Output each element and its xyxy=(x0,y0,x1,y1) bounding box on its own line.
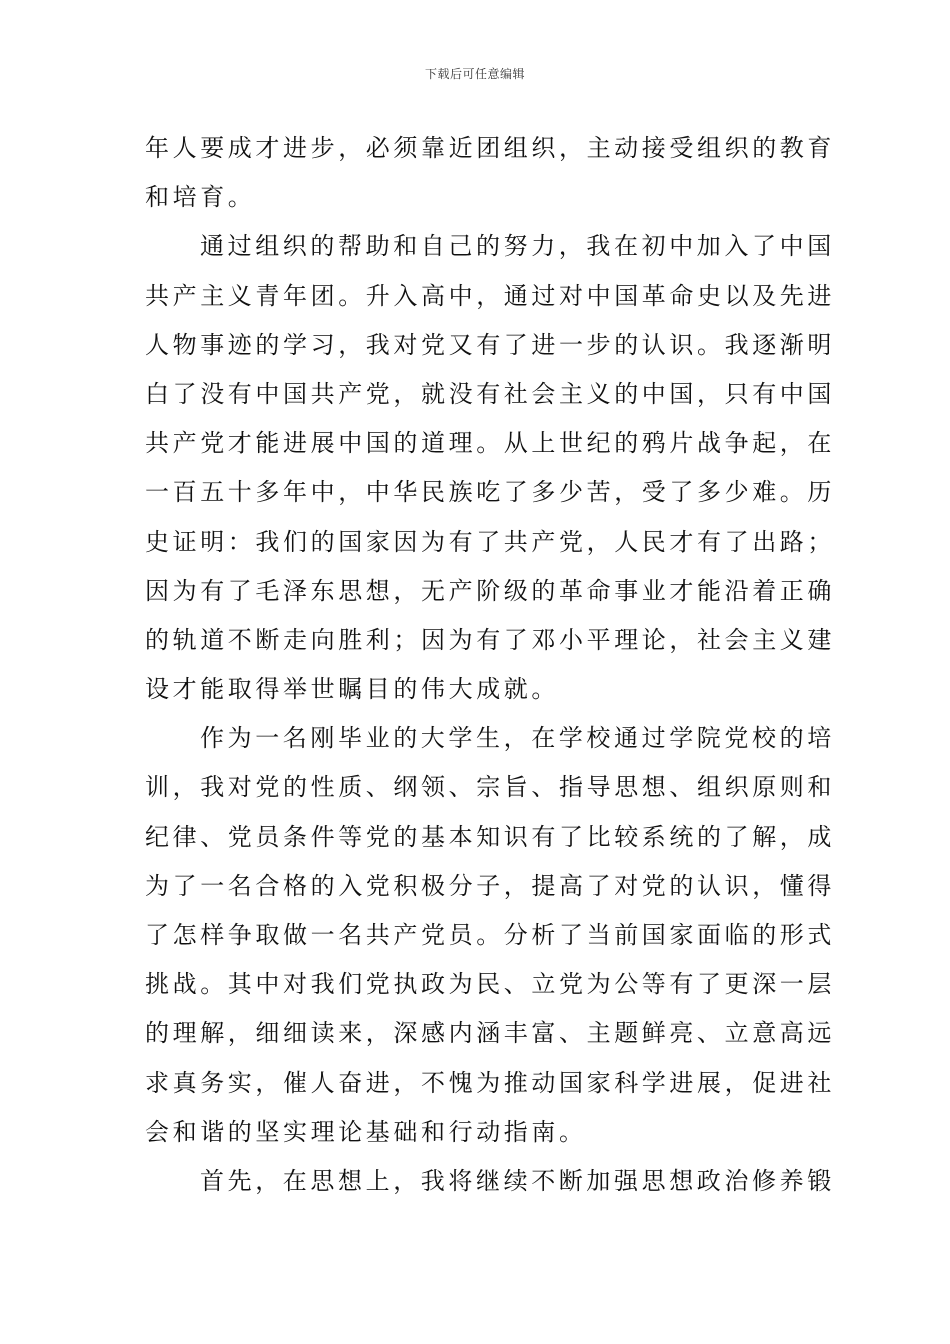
text-line: 的理解，细细读来，深感内涵丰富、主题鲜亮、立意高远 xyxy=(145,1019,835,1048)
text-line: 白了没有中国共产党，就没有社会主义的中国，只有中国 xyxy=(145,379,835,408)
text-line: 和培育。 xyxy=(145,183,256,212)
text-line: 一百五十多年中，中华民族吃了多少苦，受了多少难。历 xyxy=(145,478,835,507)
text-line: 通过组织的帮助和自己的努力，我在初中加入了中国 xyxy=(200,232,835,261)
text-line: 人物事迹的学习，我对党又有了进一步的认识。我逐渐明 xyxy=(145,330,835,359)
text-line: 了怎样争取做一名共产党员。分析了当前国家面临的形式 xyxy=(145,921,835,949)
text-line: 训，我对党的性质、纲领、宗旨、指导思想、组织原则和 xyxy=(145,773,835,802)
text-line: 史证明：我们的国家因为有了共产党，人民才有了出路； xyxy=(145,527,835,556)
text-line: 因为有了毛泽东思想，无产阶级的革命事业才能沿着正确 xyxy=(145,576,835,605)
paragraph-2 xyxy=(145,222,835,714)
paragraph-1 xyxy=(145,124,835,222)
paragraph-3 xyxy=(145,714,835,1157)
text-line: 年人要成才进步，必须靠近团组织，主动接受组织的教育 xyxy=(145,134,835,162)
text-line: 首先，在思想上，我将继续不断加强思想政治修养锻 xyxy=(200,1166,835,1195)
text-line: 纪律、党员条件等党的基本知识有了比较系统的了解，成 xyxy=(145,822,835,851)
text-line: 挑战。其中对我们党执政为民、立党为公等有了更深一层 xyxy=(145,970,835,999)
text-line: 为了一名合格的入党积极分子，提高了对党的认识，懂得 xyxy=(145,871,835,900)
text-line: 作为一名刚毕业的大学生，在学校通过学院党校的培 xyxy=(200,724,835,753)
text-line: 会和谐的坚实理论基础和行动指南。 xyxy=(145,1117,587,1146)
text-line: 共产主义青年团。升入高中，通过对中国革命史以及先进 xyxy=(145,281,835,310)
text-line: 共产党才能进展中国的道理。从上世纪的鸦片战争起，在 xyxy=(145,429,835,458)
text-line: 求真务实，催人奋进，不愧为推动国家科学进展，促进社 xyxy=(145,1068,835,1097)
page-header: 下载后可任意编辑 xyxy=(424,67,525,81)
text-line: 设才能取得举世瞩目的伟大成就。 xyxy=(145,675,559,704)
document-body xyxy=(145,124,835,1206)
text-line: 的轨道不断走向胜利；因为有了邓小平理论，社会主义建 xyxy=(145,625,835,654)
paragraph-4 xyxy=(145,1157,835,1206)
